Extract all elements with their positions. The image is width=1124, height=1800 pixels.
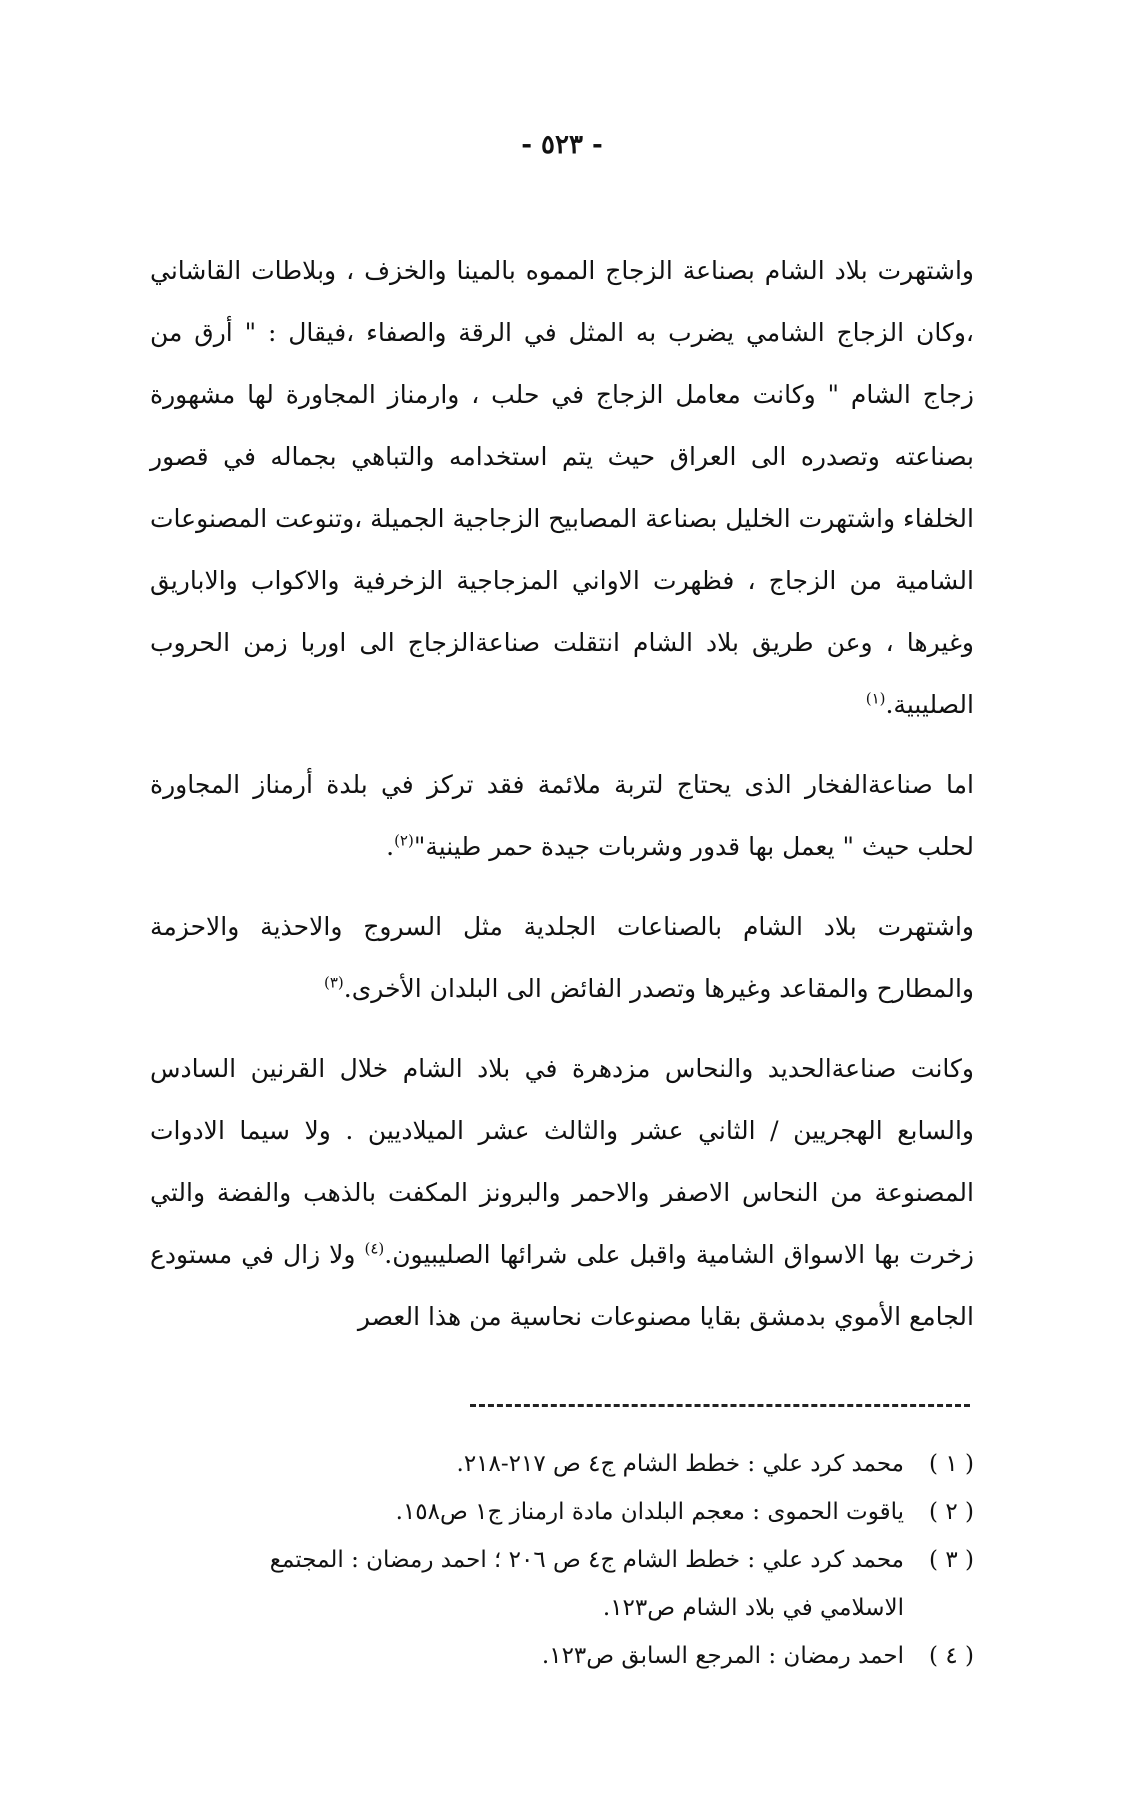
footnote-number: ( ٣ ) [929,1547,974,1573]
paragraph-text-tail: ولا زال في مستودع الجامع الأموي بدمشق بقايا مصنوعات نحاسية من هذا العصر [150,1240,974,1331]
paragraph-glass [150,240,974,736]
paragraph-text: واشتهرت بلاد الشام بالصناعات الجلدية مثل السروج والاحذية والاحزمة والمطارح والمقاعد وغيرها وتصدر الفائض الى البلدان الأخرى. [150,912,974,1003]
paragraph-metal [150,1038,974,1348]
main-text [150,240,974,1348]
footnote-number: ( ٤ ) [929,1643,974,1669]
footnote-number: ( ١ ) [929,1451,974,1477]
paragraph-text: وكانت صناعةالحديد والنحاس مزدهرة في بلاد الشام خلال القرنين السادس والسابع الهجريين / الثاني عشر والثالث عشر الميلاديين . ولا سيما الادوات المصنوعة من النحاس الاصفر والاحمر والبرونز المكفت بالذهب والفضة والتي زخرت بها الاسواق الشامية واقبل على شرائها الصليبيون. [150,1054,974,1269]
footnote-item [194,1536,974,1632]
footnote-number: ( ٢ ) [929,1499,974,1525]
footnote-item [194,1440,974,1488]
paragraph-pottery [150,754,974,878]
footnote-reference: (٤) [364,1239,385,1258]
paragraph-text-tail: . [386,832,395,861]
footnotes-list [194,1440,974,1680]
footnote-reference: (٢) [394,831,414,850]
paragraph-text: واشتهرت بلاد الشام بصناعة الزجاج المموه بالمينا والخزف ، وبلاطات القاشاني ،وكان الزجاج الشامي يضرب به المثل في الرقة والصفاء ،فيقال : " أرق من زجاج الشام " وكانت معامل الزجاج في حلب ، وارمناز المجاورة لها مشهورة بصناعته وتصدره الى العراق حيث يتم استخدامه والتباهي بجماله في قصور الخلفاء واشتهرت الخليل بصناعة المصابيح الزجاجية الجميلة ،وتنوعت المصنوعات الشامية من الزجاج ، فظهرت الاواني المزجاجية الزخرفية والاكواب والاباريق وغيرها ، وعن طريق بلاد الشام انتقلت صناعةالزجاج الى اوربا زمن الحروب الصليبية. [150,256,974,719]
paragraph-text: اما صناعةالفخار الذى يحتاج لتربة ملائمة فقد تركز في بلدة أرمناز المجاورة لحلب حيث " يعمل بها قدور وشربات جيدة حمر طينية" [150,770,974,861]
footnote-reference: (٣) [323,973,344,992]
footnote-text: محمد كرد علي : خطط الشام ج٤ ص ٢١٧-٢١٨. [456,1451,904,1477]
footnote-item [194,1488,974,1536]
footnote-text: محمد كرد علي : خطط الشام ج٤ ص ٢٠٦ ؛ احمد رمضان : المجتمع الاسلامي في بلاد الشام ص١٢٣. [269,1547,904,1621]
footnote-text: احمد رمضان : المرجع السابق ص١٢٣. [541,1643,904,1669]
footnote-reference: (١) [865,689,886,708]
paragraph-leather [150,896,974,1020]
footnote-text: ياقوت الحموى : معجم البلدان مادة ارمناز ج١ ص١٥٨. [395,1499,904,1525]
footnote-separator [470,1404,970,1407]
footnote-item [194,1632,974,1680]
page-number: - ٥٢٣ - [521,130,603,160]
